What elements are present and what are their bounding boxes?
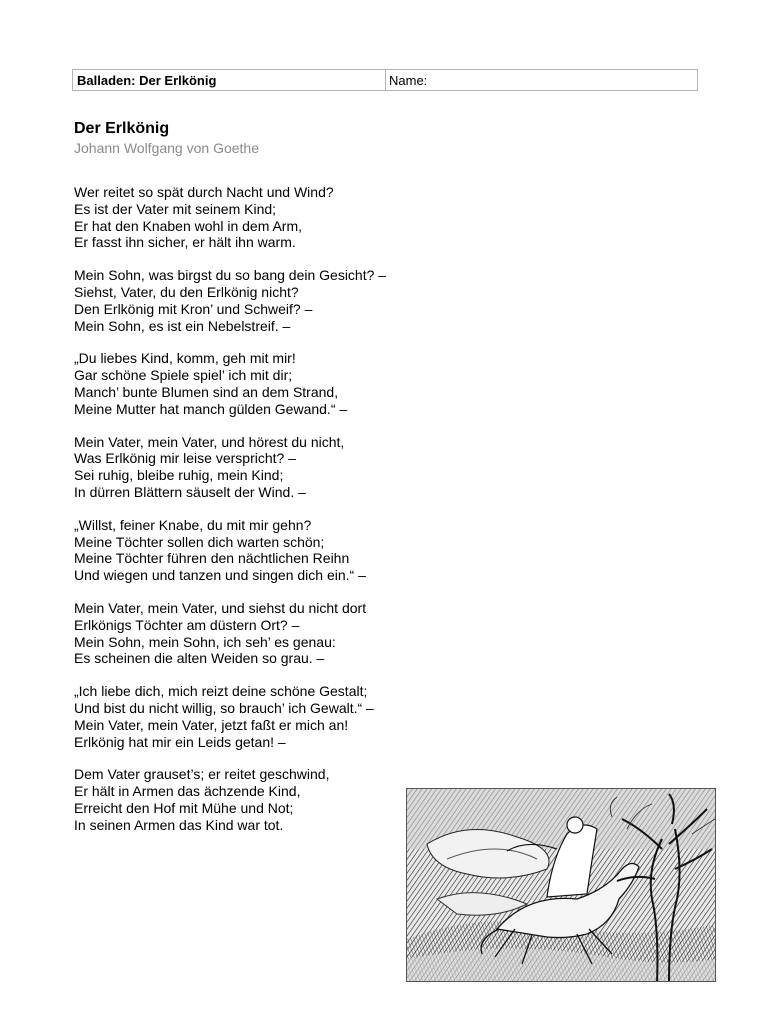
poem-stanza [74,600,494,667]
poem-line: Er hat den Knaben wohl in dem Arm, [74,217,303,234]
poem-line: Erlkönigs Töchter am düstern Ort? – [74,616,300,633]
poem-line: In dürren Blättern säuselt der Wind. – [74,483,306,500]
poem-line: Es ist der Vater mit seinem Kind; [74,200,277,217]
poem-line: Er hält in Armen das ächzende Kind, [74,783,301,800]
poem-line: Mein Vater, mein Vater, und hörest du nicht, [74,433,345,450]
worksheet-topic-cell [73,70,386,90]
poem-line: Sei ruhig, bleibe ruhig, mein Kind; [74,467,284,484]
poem-author: Johann Wolfgang von Goethe [74,140,259,156]
poem-line: In seinen Armen das Kind war tot. [74,816,284,833]
poem-line: Den Erlkönig mit Kron’ und Schweif? – [74,300,313,317]
poem-line: Mein Vater, mein Vater, jetzt faßt er mich an! [74,716,349,733]
header-table [72,69,698,91]
poem-line: Mein Sohn, es ist ein Nebelstreif. – [74,317,291,334]
poem-line: Mein Vater, mein Vater, und siehst du nicht dort [74,599,367,616]
poem-stanza [74,267,494,334]
poem-line: Er fasst ihn sicher, er hält ihn warm. [74,234,296,251]
poem-line: Es scheinen die alten Weiden so grau. – [74,650,325,667]
poem-stanza [74,434,494,501]
poem-line: Und bist du nicht willig, so brauch’ ich Gewalt.“ – [74,699,374,716]
poem-stanza [74,683,494,750]
poem-line: Siehst, Vater, du den Erlkönig nicht? [74,283,299,300]
student-name-label: Name: [389,72,428,88]
poem-body [74,184,494,850]
poem-line: Gar schöne Spiele spiel’ ich mit dir; [74,367,293,384]
poem-line: Manch’ bunte Blumen sind an dem Strand, [74,383,339,400]
poem-line: Meine Mutter hat manch gülden Gewand.“ – [74,400,348,417]
poem-line: Was Erlkönig mir leise verspricht? – [74,450,296,467]
poem-line: „Willst, feiner Knabe, du mit mir gehn? [74,516,312,533]
student-name-cell[interactable] [386,70,697,90]
poem-line: Und wiegen und tanzen und singen dich ein.“ – [74,567,366,584]
poem-line: „Ich liebe dich, mich reizt deine schöne Gestalt; [74,683,368,700]
rider-illustration [406,788,716,982]
poem-line: Meine Töchter führen den nächtlichen Reihn [74,550,350,567]
poem-line: Mein Sohn, mein Sohn, ich seh’ es genau: [74,633,336,650]
poem-line: Meine Töchter sollen dich warten schön; [74,533,325,550]
poem-line: Dem Vater grauset’s; er reitet geschwind, [74,766,330,783]
poem-title: Der Erlkönig [74,120,170,137]
poem-line: Wer reitet so spät durch Nacht und Wind? [74,184,334,200]
poem-line: Mein Sohn, was birgst du so bang dein Gesicht? – [74,267,387,284]
poem-stanza [74,517,494,584]
poem-line: „Du liebes Kind, komm, geh mit mir! [74,350,296,367]
poem-stanza [74,350,494,417]
poem-stanza [74,184,494,251]
worksheet-topic-label: Balladen: Der Erlkönig [77,72,217,88]
poem-line: Erreicht den Hof mit Mühe und Not; [74,799,294,816]
poem-line: Erlkönig hat mir ein Leids getan! – [74,733,286,750]
